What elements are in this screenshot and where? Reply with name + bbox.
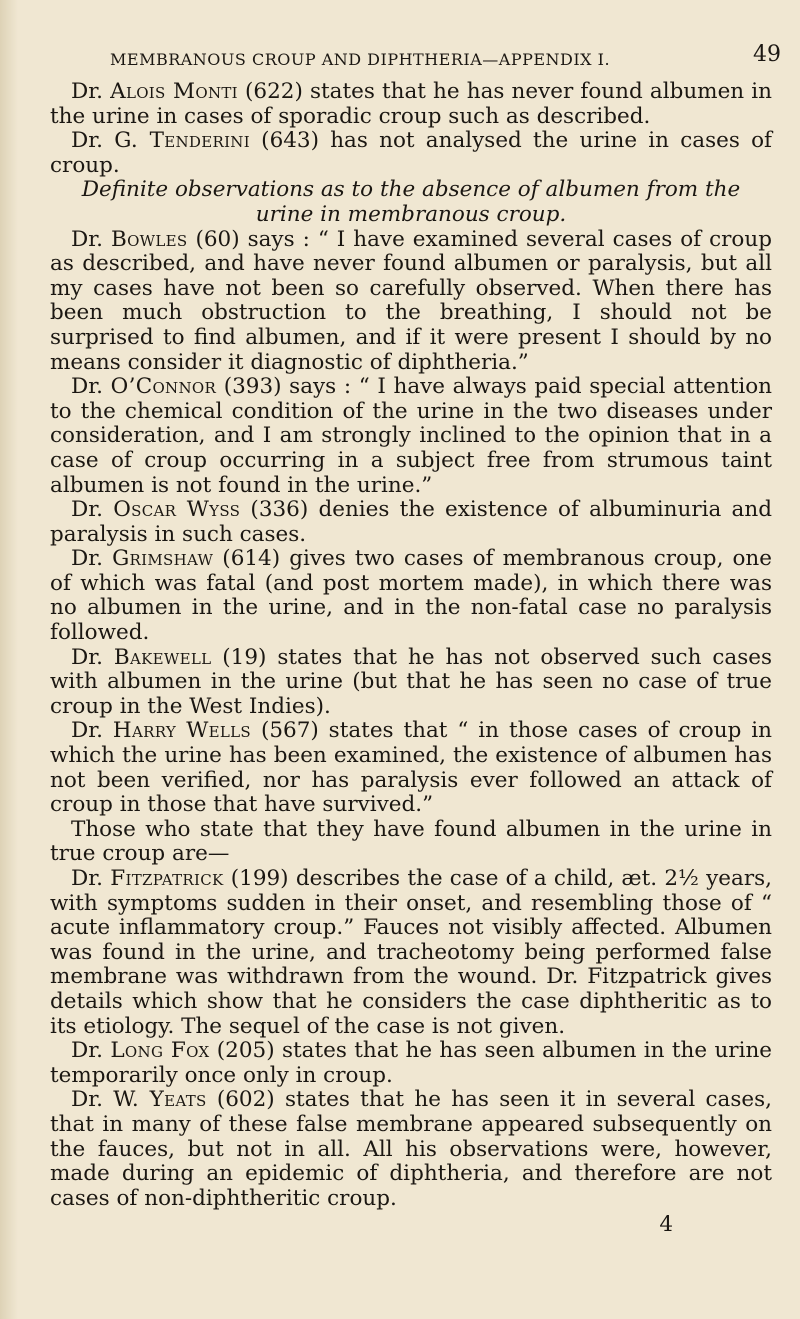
author-name: Oscar Wyss <box>113 497 241 523</box>
paragraph-long-fox: Dr. Long Fox (205) states that he has seen albumen in the urine temporarily once only in croup. <box>50 1038 773 1088</box>
paragraph-bowles: Dr. Bowles (60) says : “ I have examined several cases of croup as described, and have never found albumen or paralysis, but all my cases have not been so carefully observed. When there has been much obstruction to the breathing, I should not be surprised to find albumen, and if it were present I should by no means consider it diagnostic of diphtheria.” <box>50 226 772 375</box>
author-name: W. Yeats <box>113 1087 207 1113</box>
paragraph-oconnor: Dr. O’Connor (393) says : “ I have always paid special attention to the chemical condition of the urine in the two diseases under consideration, and I am strongly inclined to the opinion that in a case of croup occurring in a subject free from strumous taint albumen is not found in the urine.” <box>50 374 773 498</box>
author-name: Long Fox <box>110 1038 210 1064</box>
paragraph-tenderini: Dr. G. Tenderini (643) has not analysed the urine in cases of croup. <box>50 128 772 178</box>
page-number: 49 <box>753 42 781 67</box>
author-name: O’Connor <box>110 374 217 400</box>
section-heading: Definite observations as to the absence of albumen from the urine in membranous croup. <box>81 177 741 227</box>
paragraph-bakewell: Dr. Bakewell (19) states that he has not observed such cases with albumen in the urine (but that he has seen no case of true croup in the West Indies). <box>50 644 773 719</box>
page-edge-shadow <box>0 0 18 1319</box>
author-name: Bowles <box>110 226 188 252</box>
author-name: Bakewell <box>113 644 212 670</box>
author-name: G. Tenderini <box>114 128 250 154</box>
paragraph-fitzpatrick: Dr. Fitzpatrick (199) describes the case of a child, æt. 2½ years, with symptoms sudden in their onset, and resembling those of “ acute inflammatory croup.” Fauces not visibly affected. Albumen was found in the urine, and tracheotomy being performed false membrane was withdrawn from the wound. Dr. Fitzpatrick gives details which show that he considers the case diphtheritic as to its etiology. The sequel of the case is not given. <box>50 866 772 1039</box>
author-name: Fitzpatrick <box>110 866 224 891</box>
body-text <box>50 80 772 1238</box>
author-name: Grimshaw <box>112 546 214 572</box>
running-head: MEMBRANOUS CROUP AND DIPHTHERIA—APPENDIX I. <box>110 50 611 69</box>
paragraph-wells: Dr. Harry Wells (567) states that “ in those cases of croup in which the urine has been examined, the existence of albumen has not been verified, nor has paralysis ever followed an attack of croup in those that have survived.” <box>50 718 772 818</box>
paragraph-grimshaw: Dr. Grimshaw (614) gives two cases of membranous croup, one of which was fatal (and post mortem made), in which there was no albumen in the urine, and in the non-fatal case no paralysis followed. <box>50 546 772 646</box>
author-name: Alois Monti <box>110 79 238 104</box>
paragraph-transition: Those who state that they have found albumen in the urine in true croup are— <box>50 816 772 867</box>
signature-mark: 4 <box>659 1212 673 1238</box>
paragraph-yeats: Dr. W. Yeats (602) states that he has seen it in several cases, that in many of these false membrane appeared subsequently on the fauces, but not in all. All his observations were, however, made during an epidemic of diphtheria, and therefore are not cases of non-diphtheritic croup. <box>50 1087 772 1211</box>
paragraph-wyss: Dr. Oscar Wyss (336) denies the existence of albuminuria and paralysis in such cases. <box>50 497 772 547</box>
author-name: Harry Wells <box>112 718 252 744</box>
paragraph-monti: Dr. Alois Monti (622) states that he has never found albumen in the urine in cases of sporadic croup such as described. <box>50 79 772 129</box>
